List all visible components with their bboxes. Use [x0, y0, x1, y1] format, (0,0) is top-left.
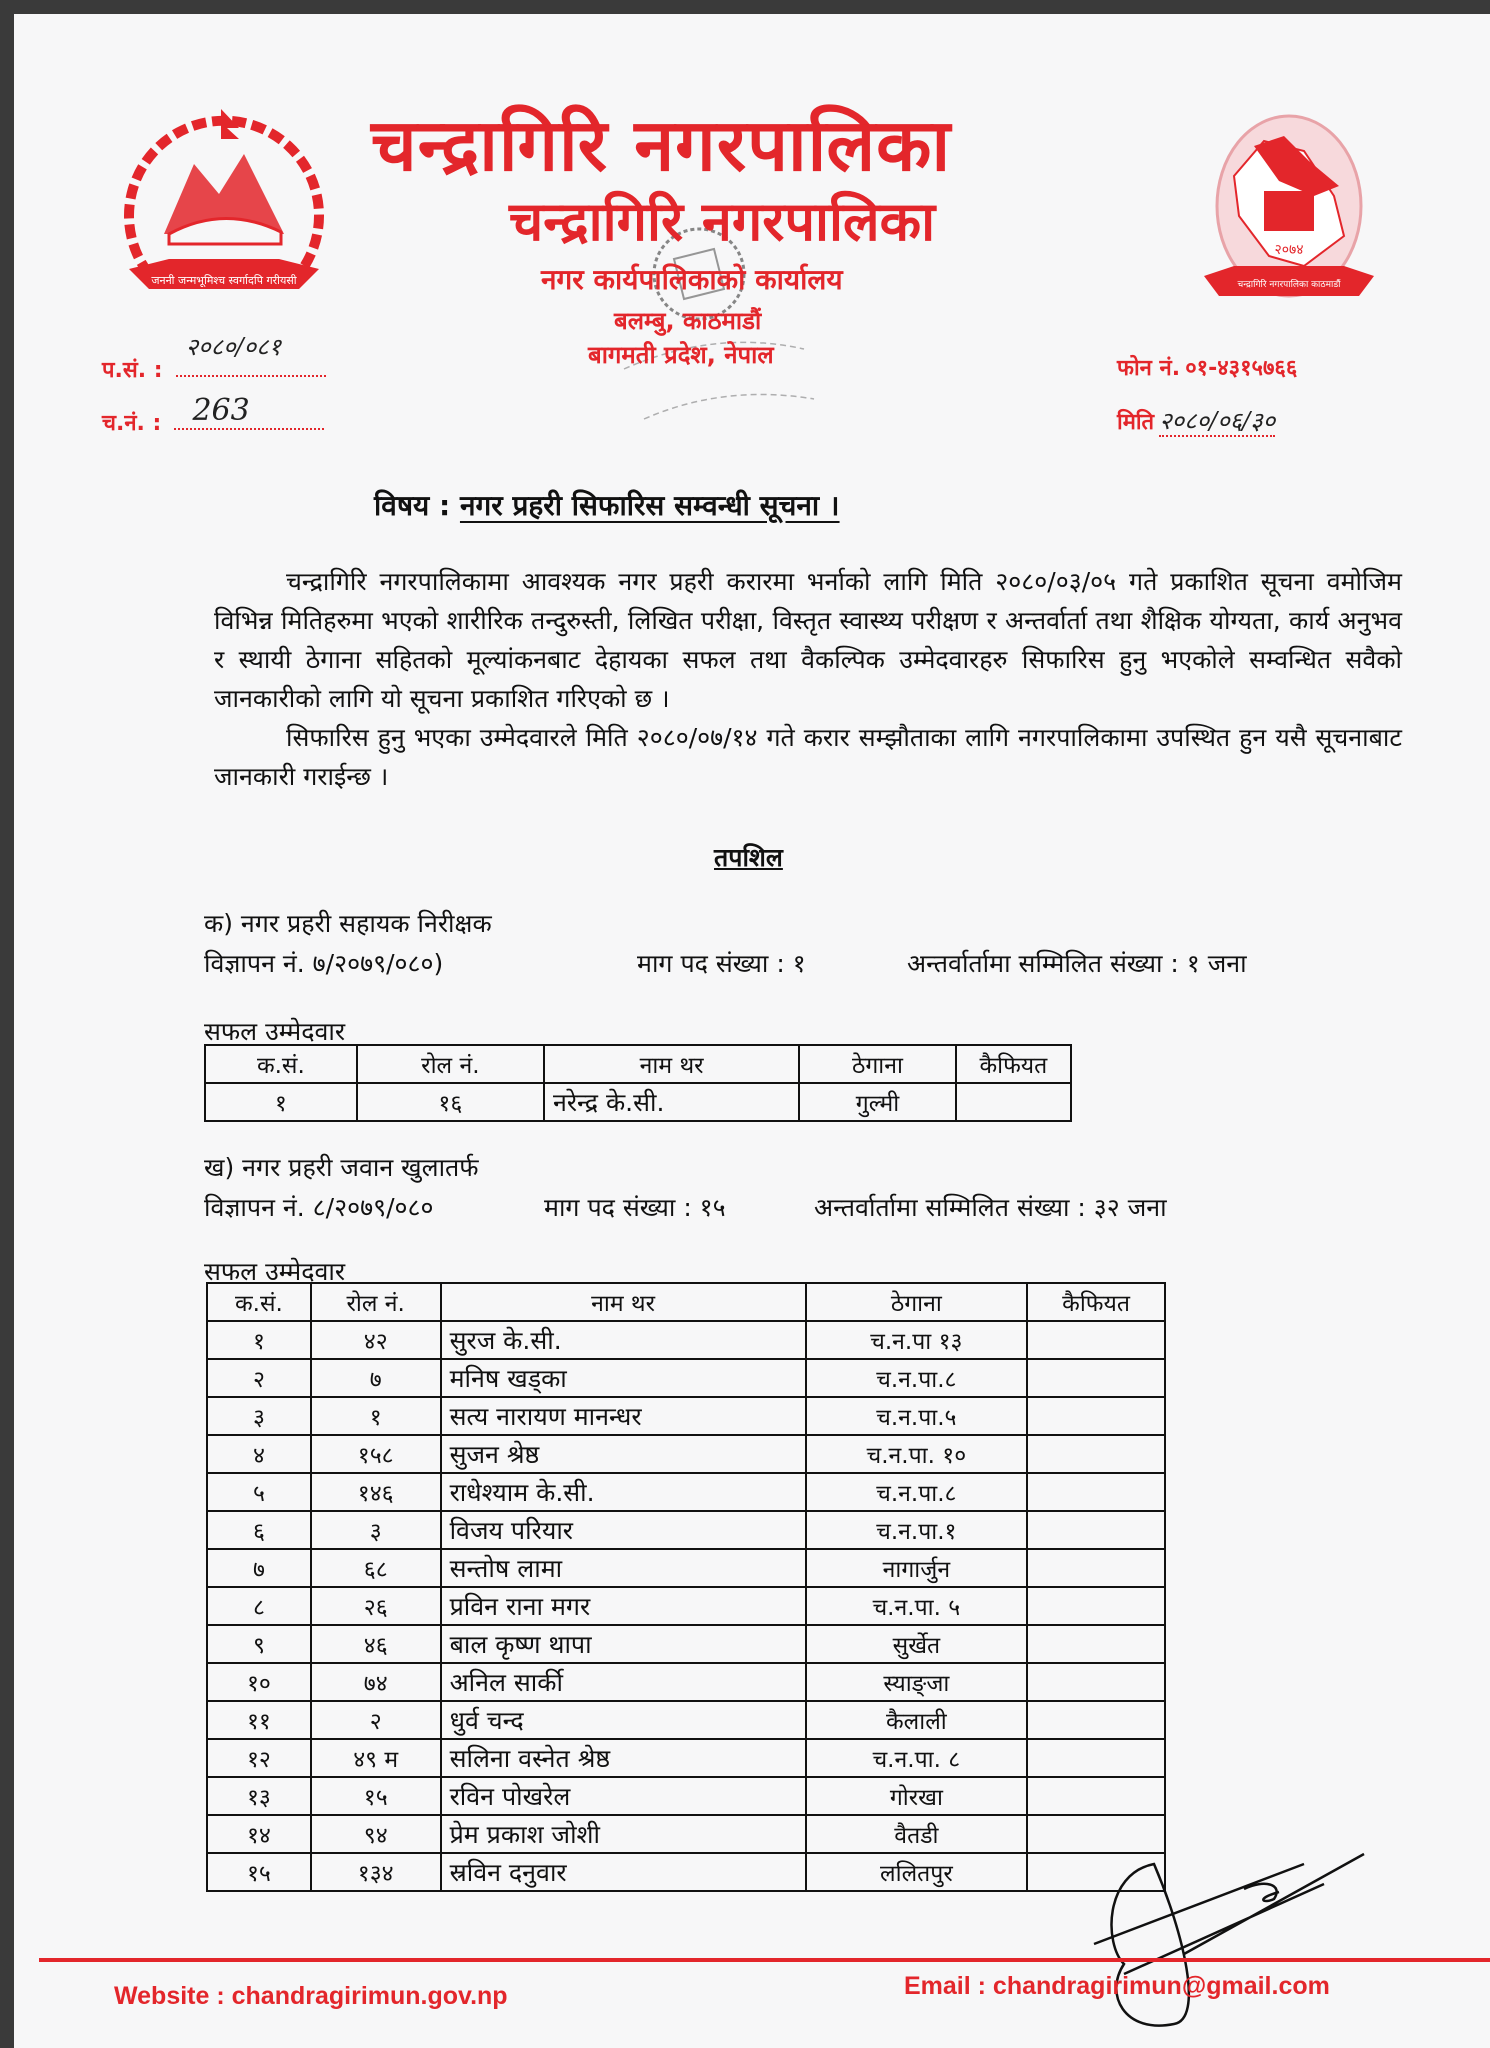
section-a-table: [204, 1044, 1072, 1122]
cell-sn: २: [207, 1359, 311, 1397]
table-row: [207, 1397, 1165, 1435]
cell-remarks: [1027, 1397, 1165, 1435]
cell-name: अनिल सार्की: [441, 1663, 806, 1701]
section-b-table: [206, 1282, 1166, 1892]
section-a-success-label: सफल उम्मेदवार: [204, 1017, 346, 1046]
cell-roll: १: [311, 1397, 441, 1435]
cell-address: च.न.पा.८: [806, 1473, 1028, 1511]
date-label: मिति: [1117, 410, 1155, 435]
cell-address: गोरखा: [806, 1777, 1028, 1815]
date-value: २०८०/०६/३०: [1159, 407, 1276, 435]
paragraph-1: चन्द्रागिरि नगरपालिकामा आवश्यक नगर प्रहरी करारमा भर्नाको लागि मिति २०८०/०३/०५ गते प्रकाशित सूचना वमोजिम विभिन्न मितिहरुमा भएको शारीरिक तन्दुरुस्ती, लिखित परीक्षा, विस्तृत स्वास्थ्य परीक्षण र अन्तर्वार्ता तथा शैक्षिक योग्यता, कार्य अनुभव र स्थायी ठेगाना सहितको मूल्यांकनबाट देहायका सफल तथा वैकल्पिक उम्मेदवारहरु सिफारिस हुनु भएकोले सम्वन्धित सवैको जानकारीको लागि यो सूचना प्रकाशित गरिएको छ ।: [214, 567, 1402, 713]
ps-label: प.सं. :: [102, 358, 163, 383]
cell-sn: ४: [207, 1435, 311, 1473]
ps-value: २०८०/०८१: [185, 333, 282, 361]
phone: [1117, 352, 1297, 382]
subject-text: नगर प्रहरी सिफारिस सम्वन्धी सूचना ।: [459, 489, 840, 522]
tapashil-heading: तपशिल: [714, 843, 783, 872]
municipality-logo: [1194, 106, 1384, 316]
table-row: [207, 1625, 1165, 1663]
cell-remarks: [1027, 1435, 1165, 1473]
cell-address: कैलाली: [806, 1701, 1028, 1739]
cell-sn: १४: [207, 1815, 311, 1853]
cell-address: च.न.पा.५: [806, 1397, 1028, 1435]
cell-name: मनिष खड्का: [441, 1359, 806, 1397]
cell-remarks: [1027, 1663, 1165, 1701]
table-row: [207, 1473, 1165, 1511]
cell-name: सत्य नारायण मानन्धर: [441, 1397, 806, 1435]
phone-label: फोन नं.: [1117, 356, 1181, 381]
cell-address: च.न.पा.८: [806, 1359, 1028, 1397]
cell-sn: १: [207, 1321, 311, 1359]
cell-name: सलिना वस्नेत श्रेष्ठ: [441, 1739, 806, 1777]
cell-roll: ७४: [311, 1663, 441, 1701]
table-row: [207, 1359, 1165, 1397]
cell-sn: ७: [207, 1549, 311, 1587]
table-row: [207, 1739, 1165, 1777]
nepal-emblem-logo: [109, 84, 339, 314]
section-b-interviewed: अन्तर्वार्तामा सम्मिलित संख्या : ३२ जना: [814, 1193, 1167, 1222]
cell-address: वैतडी: [806, 1815, 1028, 1853]
col-name: नाम थर: [441, 1283, 806, 1321]
cell-name: राधेश्याम के.सी.: [441, 1473, 806, 1511]
table-row: [207, 1511, 1165, 1549]
date: [1117, 404, 1275, 437]
cell-sn: १०: [207, 1663, 311, 1701]
cell-remarks: [1027, 1701, 1165, 1739]
cell-sn: ६: [207, 1511, 311, 1549]
cell-sn: १: [205, 1083, 357, 1121]
cell-name: स्रविन दनुवार: [441, 1853, 806, 1891]
col-remarks: कैफियत: [1027, 1283, 1165, 1321]
section-a-interviewed: अन्तर्वार्तामा सम्मिलित संख्या : १ जना: [907, 949, 1247, 978]
cell-name: सुजन श्रेष्ठ: [441, 1435, 806, 1473]
table-row: [207, 1549, 1165, 1587]
document-page: [14, 14, 1490, 2048]
cell-remarks: [1027, 1473, 1165, 1511]
cn-label: च.नं. :: [102, 411, 162, 436]
cell-roll: ९४: [311, 1815, 441, 1853]
ps-dotted-line: [176, 371, 326, 377]
cell-sn: १५: [207, 1853, 311, 1891]
section-b-title: ख) नगर प्रहरी जवान खुलातर्फ: [204, 1153, 479, 1182]
table-row: [207, 1853, 1165, 1891]
emblem-motto: जननी जन्मभूमिश्च स्वर्गादपि गरीयसी: [151, 274, 297, 287]
cell-roll: १४६: [311, 1473, 441, 1511]
cell-address: च.न.पा १३: [806, 1321, 1028, 1359]
cell-sn: १३: [207, 1777, 311, 1815]
municipality-name: चन्द्रागिरि नगरपालिका: [371, 103, 952, 187]
cell-remarks: [1027, 1777, 1165, 1815]
logo-year: २०७४: [1274, 242, 1304, 258]
cell-address: च.न.पा.१: [806, 1511, 1028, 1549]
cell-roll: १५: [311, 1777, 441, 1815]
table-row: [207, 1777, 1165, 1815]
phone-value: ०१-४३१५७६६: [1185, 356, 1298, 381]
col-sn: क.सं.: [207, 1283, 311, 1321]
table-header-row: [207, 1283, 1165, 1321]
cell-sn: ११: [207, 1701, 311, 1739]
cell-remarks: [1027, 1587, 1165, 1625]
cn-value: 263: [192, 393, 250, 428]
cell-sn: ५: [207, 1473, 311, 1511]
cell-roll: १६: [357, 1083, 544, 1121]
col-address: ठेगाना: [799, 1045, 955, 1083]
address-line-2: बागमती प्रदेश, नेपाल: [588, 341, 774, 369]
table-row: [207, 1815, 1165, 1853]
cell-name: नरेन्द्र के.सी.: [544, 1083, 799, 1121]
cell-name: प्रेम प्रकाश जोशी: [441, 1815, 806, 1853]
cell-sn: ९: [207, 1625, 311, 1663]
footer-website: Website : chandragirimun.gov.np: [114, 1982, 508, 2010]
cell-name: रविन पोखरेल: [441, 1777, 806, 1815]
cell-roll: २६: [311, 1587, 441, 1625]
cell-address: गुल्मी: [799, 1083, 955, 1121]
cell-remarks: [1027, 1359, 1165, 1397]
cell-roll: १३४: [311, 1853, 441, 1891]
address-line-1: बलम्बु, काठमाडौं: [614, 307, 762, 335]
signature: [1064, 1844, 1394, 2044]
subject-line: [374, 486, 840, 524]
col-name: नाम थर: [544, 1045, 799, 1083]
table-row: [205, 1083, 1071, 1121]
table-row: [207, 1701, 1165, 1739]
cell-roll: ४२: [311, 1321, 441, 1359]
cell-roll: ४९ म: [311, 1739, 441, 1777]
col-roll: रोल नं.: [311, 1283, 441, 1321]
cell-name: सन्तोष लामा: [441, 1549, 806, 1587]
col-roll: रोल नं.: [357, 1045, 544, 1083]
cell-name: विजय परियार: [441, 1511, 806, 1549]
paragraph-2: सिफारिस हुनु भएका उम्मेदवारले मिति २०८०/०७/१४ गते करार सम्झौताका लागि नगरपालिकामा उपस्थित हुन यसै सूचनाबाट जानकारी गराईन्छ ।: [214, 723, 1402, 791]
cell-address: ललितपुर: [806, 1853, 1028, 1891]
cell-remarks: [1027, 1549, 1165, 1587]
logo-ribbon-text: चन्द्रागिरि नगरपालिका काठमाडौं: [1237, 280, 1341, 290]
cell-name: प्रविन राना मगर: [441, 1587, 806, 1625]
section-a-title: क) नगर प्रहरी सहायक निरीक्षक: [204, 909, 492, 938]
cell-address: च.न.पा. ५: [806, 1587, 1028, 1625]
ref-cn: [102, 393, 324, 437]
section-a-demand: माग पद संख्या : १: [637, 949, 806, 978]
cell-address: च.न.पा. १०: [806, 1435, 1028, 1473]
cell-remarks: [1027, 1625, 1165, 1663]
footer-divider: [39, 1958, 1490, 1962]
cell-remarks: [1027, 1739, 1165, 1777]
col-sn: क.सं.: [205, 1045, 357, 1083]
section-b-advert: विज्ञापन नं. ८/२०७९/०८०: [204, 1193, 434, 1222]
cell-roll: ७: [311, 1359, 441, 1397]
municipality-name-alt: चन्द्रागिरि नगरपालिका: [509, 190, 936, 253]
table-header-row: [205, 1045, 1071, 1083]
cell-roll: ३: [311, 1511, 441, 1549]
cell-roll: २: [311, 1701, 441, 1739]
table-row: [207, 1587, 1165, 1625]
cell-roll: ६८: [311, 1549, 441, 1587]
cell-sn: १२: [207, 1739, 311, 1777]
cell-sn: ८: [207, 1587, 311, 1625]
cell-remarks: [1027, 1511, 1165, 1549]
section-a-advert: विज्ञापन नं. ७/२०७९/०८०): [204, 949, 444, 978]
col-address: ठेगाना: [806, 1283, 1028, 1321]
col-remarks: कैफियत: [956, 1045, 1071, 1083]
cell-address: स्याङ्जा: [806, 1663, 1028, 1701]
office-name: नगर कार्यपालिकाको कार्यालय: [541, 263, 843, 296]
cell-remarks: [1027, 1321, 1165, 1359]
table-row: [207, 1321, 1165, 1359]
table-row: [207, 1435, 1165, 1473]
cell-name: सुरज के.सी.: [441, 1321, 806, 1359]
subject-label: विषय :: [374, 489, 451, 522]
ref-ps: [102, 333, 326, 384]
table-row: [207, 1663, 1165, 1701]
notice-body: [214, 562, 1402, 796]
cell-name: बाल कृष्ण थापा: [441, 1625, 806, 1663]
cell-roll: ४६: [311, 1625, 441, 1663]
cell-remarks: [956, 1083, 1071, 1121]
cell-roll: १५८: [311, 1435, 441, 1473]
cell-address: नागार्जुन: [806, 1549, 1028, 1587]
cell-sn: ३: [207, 1397, 311, 1435]
footer-email: Email : chandragirimun@gmail.com: [904, 1972, 1330, 2000]
section-b-success-label: सफल उम्मेदवार: [204, 1257, 346, 1286]
cell-name: धुर्व चन्द: [441, 1701, 806, 1739]
section-b-demand: माग पद संख्या : १५: [544, 1193, 726, 1222]
cell-address: च.न.पा. ८: [806, 1739, 1028, 1777]
cell-address: सुर्खेत: [806, 1625, 1028, 1663]
